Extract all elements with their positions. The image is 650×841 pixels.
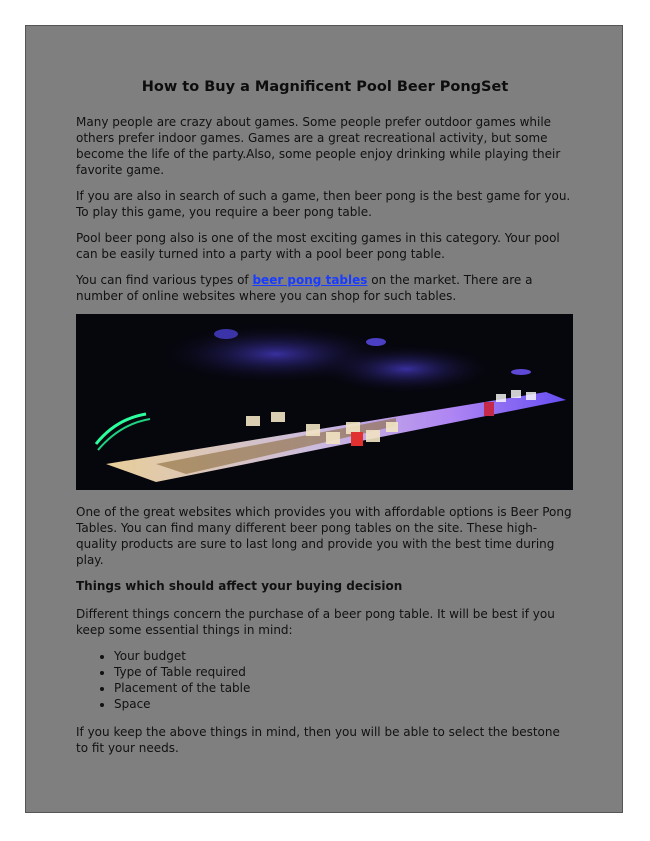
paragraph-types-end: on the market. There are a number of online websites where you can shop for such tables. [76,273,533,303]
document-page [25,25,623,813]
list-item: • Your budget [114,648,574,664]
article-title: How to Buy a Magnificent Pool Beer PongSet [141,79,509,95]
paragraph-concerns: Different things concern the purchase of a beer pong table. It will be best if you keep some essential things in mind: [76,607,555,637]
paragraph-search: If you are also in search of such a game, then beer pong is the best game for you. To play this game, you require a beer pong table. [76,189,571,219]
beer-pong-table-photo [76,314,573,490]
paragraph-conclusion: If you keep the above things in mind, then you will be able to select the bestone to fit your needs. [76,725,560,755]
paragraph-types [76,272,574,304]
list-item: • Placement of the table [114,680,574,696]
paragraph-intro: Many people are crazy about games. Some people prefer outdoor games while others prefer indoor games. Games are a great recreational activity, but some become the life of the party.Also, some people enjoy drinking while playing their favorite game. [76,115,561,177]
article-body [76,78,574,766]
beer-pong-tables-link[interactable]: beer pong tables [252,273,368,287]
paragraph-pool: Pool beer pong also is one of the most exciting games in this category. Your pool can be easily turned into a party with a pool beer pong table. [76,231,560,261]
paragraph-types-start: You can find various types of [76,273,253,287]
buying-factors-list [76,648,574,712]
list-item: • Space [114,696,574,712]
list-item: • Type of Table required [114,664,574,680]
section-heading: Things which should affect your buying decision [76,579,403,593]
paragraph-website: One of the great websites which provides you with affordable options is Beer Pong Tables. You can find many different beer pong tables on the site. These high-quality products are sure to last long and provide you with the best time during play. [76,505,572,567]
